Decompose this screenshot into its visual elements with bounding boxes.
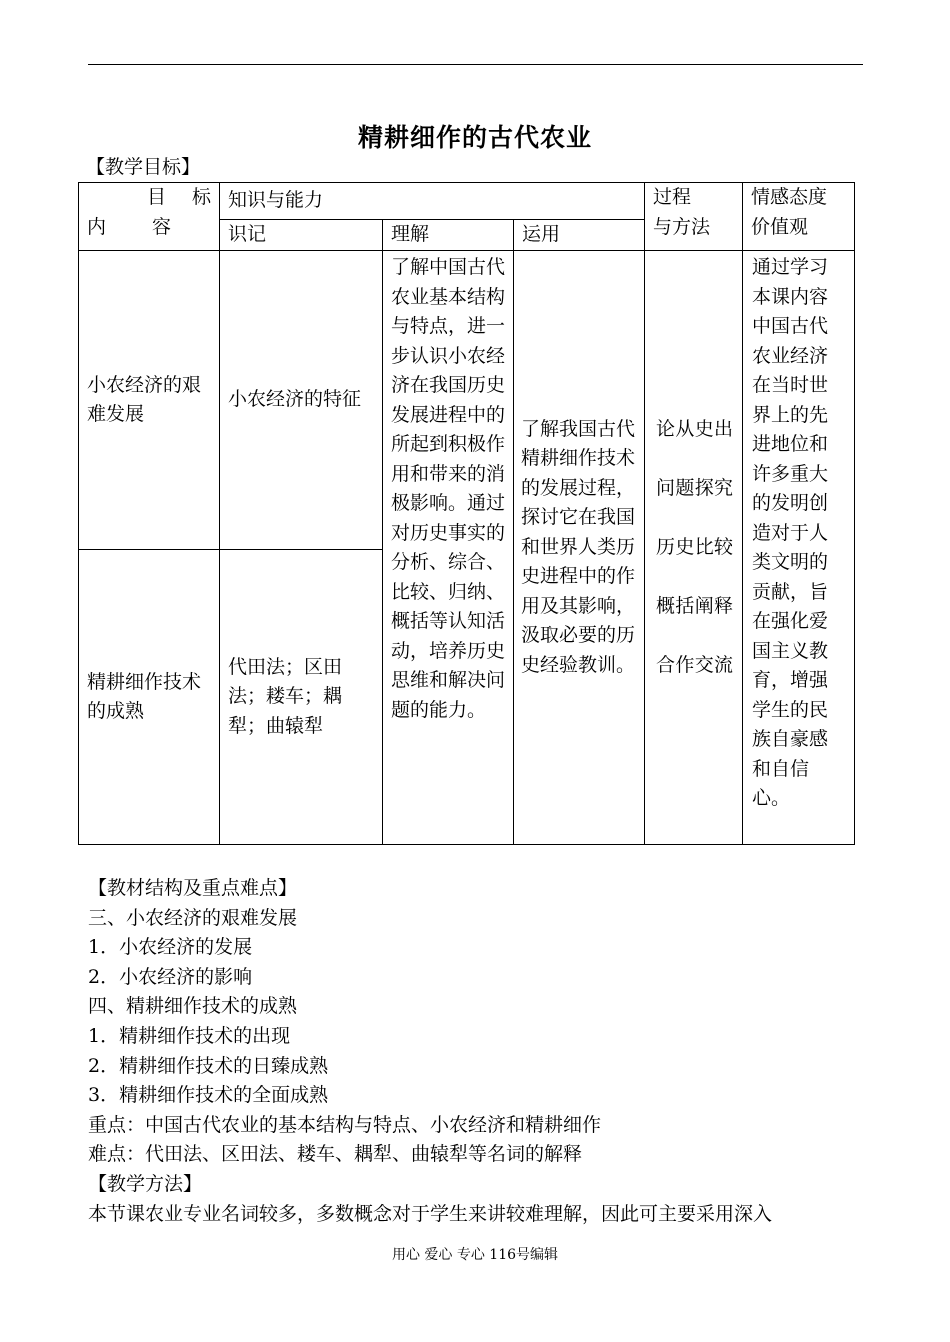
body-line: 1．小农经济的发展 bbox=[88, 936, 253, 959]
table-corner-cell bbox=[79, 183, 220, 251]
teaching-goals-table bbox=[78, 182, 855, 845]
emotion-header-line-1: 情感态度 bbox=[751, 186, 828, 208]
body-line: 四、精耕细作技术的成熟 bbox=[88, 995, 298, 1018]
body-line: 本节课农业专业名词较多，多数概念对于学生来讲较难理解，因此可主要采用深入 bbox=[88, 1202, 773, 1225]
emotion-header-line-2: 价值观 bbox=[751, 215, 809, 238]
process-header-line-2: 与方法 bbox=[653, 215, 711, 238]
process-item: 概括阐释 bbox=[656, 594, 734, 617]
emotion-cell bbox=[743, 251, 855, 845]
process-item: 论从史出 bbox=[656, 417, 734, 440]
body-line: 1．精耕细作技术的出现 bbox=[88, 1024, 291, 1047]
row2-recall: 代田法；区田法；耧车；耦犁；曲辕犁 bbox=[220, 550, 383, 845]
process-item: 合作交流 bbox=[656, 653, 734, 676]
body-text bbox=[88, 874, 772, 1229]
emotion-header-cell bbox=[743, 183, 855, 251]
emotion-text: 通过学习本课内容中国古代农业经济在当时世界上的先进地位和许多重大的发明创造对于人类文明的贡献，旨在强化爱国主义教育，增强学生的民族自豪感和自信心。 bbox=[752, 256, 829, 809]
header-rule bbox=[88, 64, 863, 65]
process-item: 问题探究 bbox=[656, 476, 734, 499]
body-line: 重点：中国古代农业的基本结构与特点、小农经济和精耕细作 bbox=[88, 1113, 602, 1136]
body-line: 难点：代田法、区田法、耧车、耦犁、曲辕犁等名词的解释 bbox=[88, 1143, 583, 1166]
process-header-line-1: 过程 bbox=[653, 186, 692, 208]
row1-recall: 小农经济的特征 bbox=[220, 251, 383, 550]
corner-label-bottom: 内 容 bbox=[87, 215, 171, 238]
knowledge-header: 知识与能力 bbox=[220, 183, 645, 220]
corner-label-top: 目 标 bbox=[147, 186, 211, 208]
body-line: 2．小农经济的影响 bbox=[88, 965, 253, 988]
body-line: 2．精耕细作技术的日臻成熟 bbox=[88, 1054, 329, 1077]
subheader-apply: 运用 bbox=[514, 220, 645, 251]
body-line: 【教学方法】 bbox=[88, 1172, 203, 1195]
process-header-cell bbox=[645, 183, 743, 251]
page-title: 精耕细作的古代农业 bbox=[357, 123, 592, 152]
understand-text: 了解中国古代农业基本结构与特点，进一步认识小农经济在我国历史发展进程中的所起到积极作用和带来的消极影响。通过对历史事实的分析、综合、比较、归纳、概括等认知活动，培养历史思维和解决问题的能力。 bbox=[391, 256, 506, 721]
apply-cell bbox=[514, 251, 645, 845]
understand-cell bbox=[383, 251, 514, 845]
subheader-understand: 理解 bbox=[383, 220, 514, 251]
process-cell bbox=[645, 251, 743, 845]
body-line: 三、小农经济的艰难发展 bbox=[88, 906, 298, 929]
process-item: 历史比较 bbox=[656, 535, 734, 558]
body-line: 3．精耕细作技术的全面成熟 bbox=[88, 1084, 329, 1107]
apply-text: 了解我国古代精耕细作技术的发展过程，探讨它在我国和世界人类历史进程中的作用及其影响，汲取必要的历史经验教训。 bbox=[521, 417, 636, 676]
subheader-recall: 识记 bbox=[220, 220, 383, 251]
row2-content: 精耕细作技术的成熟 bbox=[79, 550, 220, 845]
page-footer: 用心 爱心 专心 116号编辑 bbox=[391, 1247, 559, 1263]
row1-content: 小农经济的艰难发展 bbox=[79, 251, 220, 550]
section-label-goals: 【教学目标】 bbox=[86, 156, 201, 178]
body-line: 【教材结构及重点难点】 bbox=[88, 877, 298, 899]
